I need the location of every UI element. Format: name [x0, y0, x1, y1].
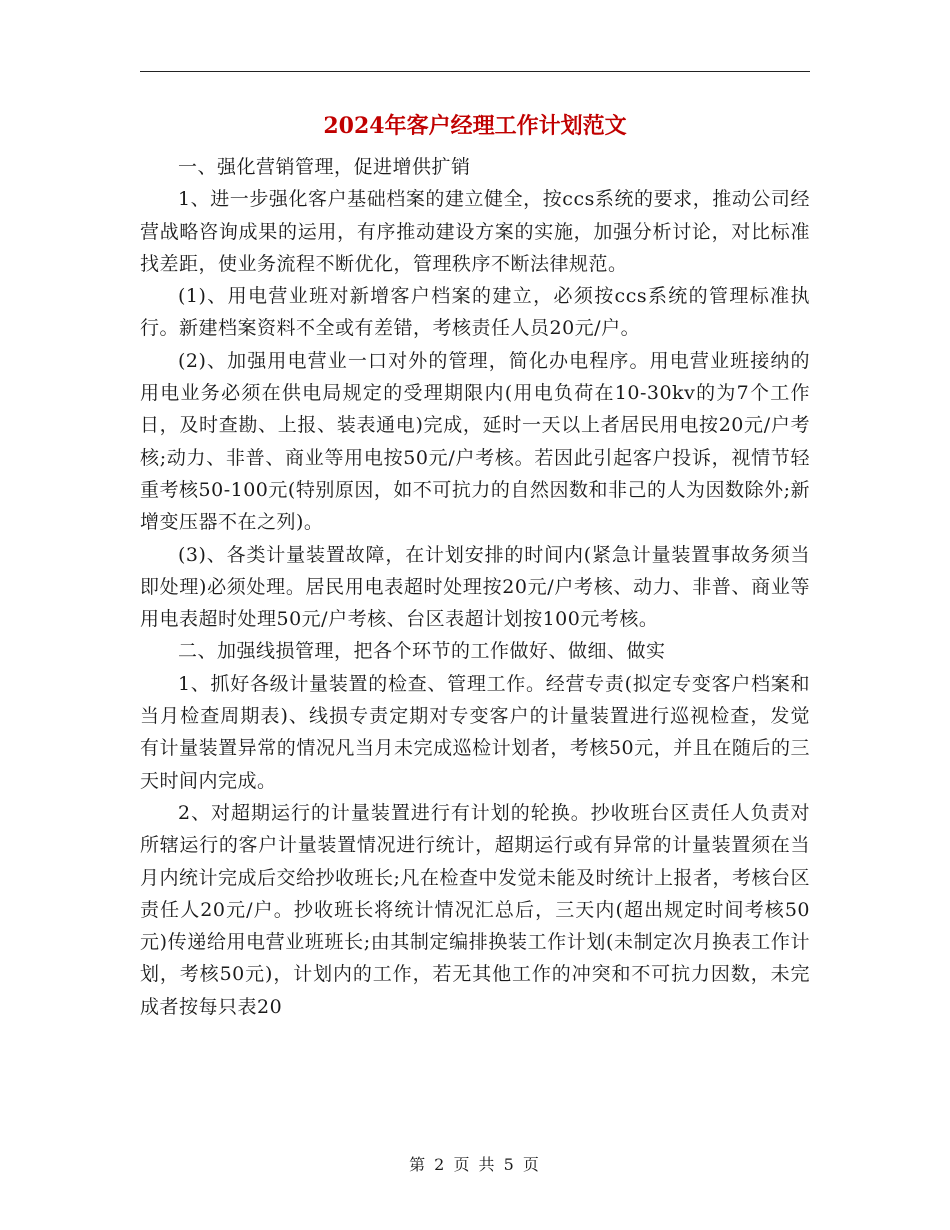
header-rule	[140, 71, 810, 72]
page-number: 第 2 页 共 5 页	[409, 1155, 541, 1174]
paragraph-2-1: 1、抓好各级计量装置的检查、管理工作。经营专责(拟定专变客户档案和当月检查周期表)、线损专责定期对专变客户的计量装置进行巡视检查，发觉有计量装置异常的情况凡当月未完成巡检计划者，考核50元，并且在随后的三天时间内完成。	[140, 672, 810, 792]
document-body	[140, 151, 810, 1023]
section-heading-1: 一、强化营销管理，促进增供扩销	[178, 156, 471, 178]
paragraph-1-1: 1、进一步强化客户基础档案的建立健全，按ccs系统的要求，推动公司经营战略咨询成果的运用，有序推动建设方案的实施，加强分析讨论，对比标准找差距，使业务流程不断优化，管理秩序不断法律规范。	[140, 188, 810, 275]
paragraph-2-2: 2、对超期运行的计量装置进行有计划的轮换。抄收班台区责任人负责对所辖运行的客户计量装置情况进行统计，超期运行或有异常的计量装置须在当月内统计完成后交给抄收班长;凡在检查中发觉未能及时统计上报者，考核台区责任人20元/户。抄收班长将统计情况汇总后，三天内(超出规定时间考核50元)传递给用电营业班班长;由其制定编排换装工作计划(未制定次月换表工作计划，考核50元)，计划内的工作，若无其他工作的冲突和不可抗力因数，未完成者按每只表20	[140, 801, 810, 1018]
section-heading-2: 二、加强线损管理，把各个环节的工作做好、做细、做实	[178, 640, 666, 663]
document-title: 2024年客户经理工作计划范文	[323, 113, 627, 139]
paragraph-1-1-c: (3)、各类计量装置故障，在计划安排的时间内(紧急计量装置事故务须当即处理)必须处理。居民用电表超时处理按20元/户考核、动力、非普、商业等用电表超时处理50元/户考核、台区表超计划按100元考核。	[140, 543, 810, 631]
paragraph-1-1-b: (2)、加强用电营业一口对外的管理，简化办电程序。用电营业班接纳的用电业务必须在供电局规定的受理期限内(用电负荷在10-30kv的为7个工作日，及时查勘、上报、装表通电)完成，延时一天以上者居民用电按20元/户考核;动力、非普、商业等用电按50元/户考核。若因此引起客户投诉，视情节轻重考核50-100元(特别原因，如不可抗力的自然因数和非己的人为因数除外;新增变压器不在之列)。	[140, 349, 810, 534]
paragraph-1-1-a: (1)、用电营业班对新增客户档案的建立，必须按ccs系统的管理标准执行。新建档案资料不全或有差错，考核责任人员20元/户。	[140, 285, 810, 340]
